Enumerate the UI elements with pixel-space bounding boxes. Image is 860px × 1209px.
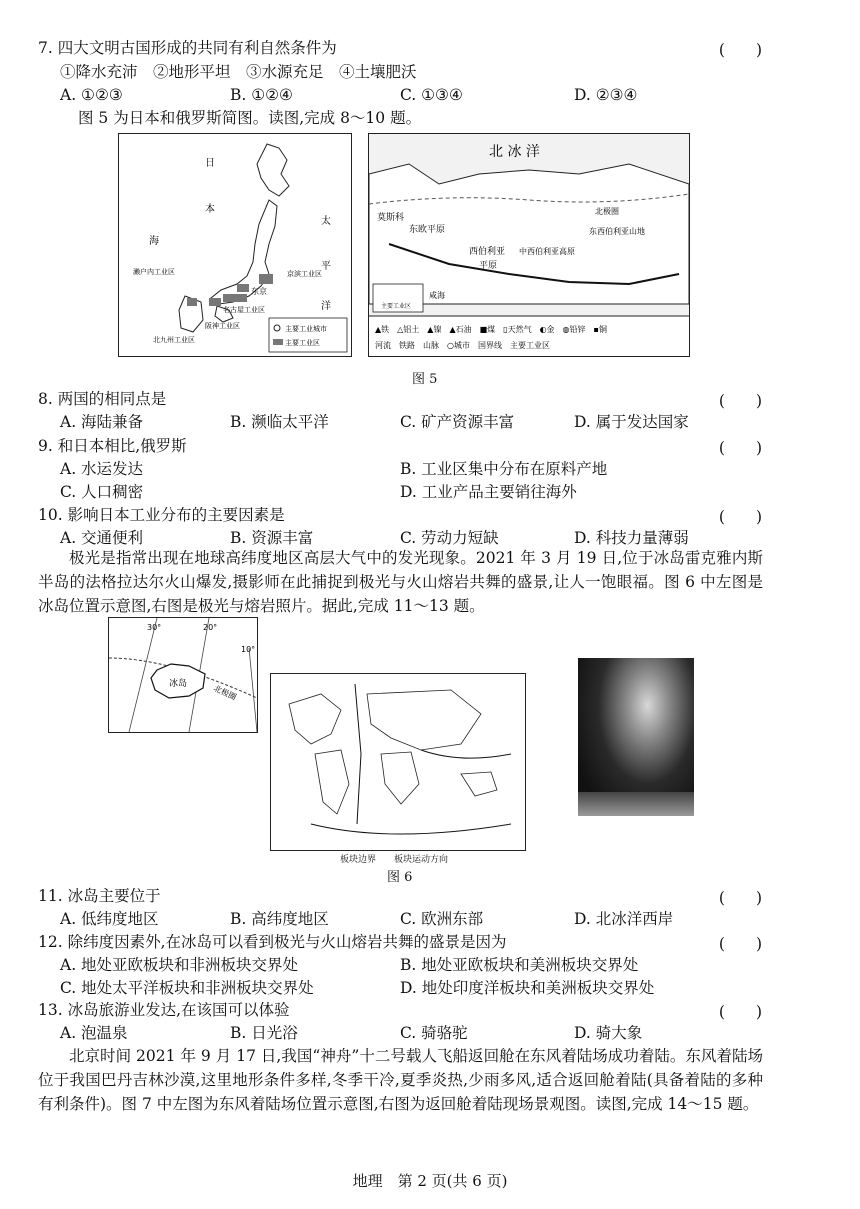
- q11-stem: 11. 冰岛主要位于: [38, 887, 161, 905]
- page-footer: 地理 第 2 页(共 6 页): [352, 1172, 508, 1190]
- q12-stem: 12. 除纬度因素外,在冰岛可以看到极光与火山熔岩共舞的盛景是因为: [38, 933, 507, 951]
- russia-legend-row-1: ▲铁 △铝土 ▲镍 ▲石油 ■煤 ▯天然气 ◐金 ◍铅锌 ▪铜: [375, 325, 607, 334]
- arctic-circle-label-fig6: 北极圈: [212, 683, 238, 702]
- lon-20-label: 20°: [203, 623, 218, 632]
- q8-option-a[interactable]: A. 海陆兼备: [60, 413, 144, 431]
- q7-stem: 7. 四大文明古国形成的共同有利自然条件为: [38, 39, 337, 57]
- q8-option-d[interactable]: D. 属于发达国家: [574, 413, 689, 431]
- q8-option-c[interactable]: C. 矿产资源丰富: [400, 413, 515, 431]
- kitakyushu-label: 北九州工业区: [153, 336, 195, 344]
- plain-label: 平原: [479, 261, 498, 271]
- q12-option-d[interactable]: D. 地处印度洋板块和美洲板块交界处: [400, 979, 655, 997]
- q7-option-c[interactable]: C. ①③④: [400, 86, 463, 104]
- q9-option-d[interactable]: D. 工业产品主要销往海外: [400, 483, 577, 501]
- lava-landscape: [578, 792, 694, 816]
- q12-option-c[interactable]: C. 地处太平洋板块和非洲板块交界处: [60, 979, 314, 997]
- fig6-caption: 图 6: [387, 870, 413, 885]
- legend-industrial-zone: 主要工业区: [285, 339, 320, 347]
- q12-option-b[interactable]: B. 地处亚欧板块和美洲板块交界处: [400, 956, 639, 974]
- arctic-circle-label: 北极圈: [595, 207, 619, 216]
- q9-answer-paren[interactable]: ( ): [718, 439, 762, 457]
- q7-option-b[interactable]: B. ①②④: [230, 86, 293, 104]
- shenzhou-passage: 北京时间 2021 年 9 月 17 日,我国“神舟”十二号载人飞船返回舱在东风着陆场成功着陆。东风着陆场位于我国巴丹吉林沙漠,这里地形条件多样,冬季干冷,夏季炎热,少雨多风,适合返回舱着陆(具备着陆的多种有利条件)。图 7 中左图为东风着陆场位置示意图,右图为返回舱着陆现场景观图。读图,完成 14～15 题。: [38, 1047, 763, 1113]
- q11-option-d[interactable]: D. 北冰洋西岸: [574, 910, 674, 928]
- nagoya-label: 名古屋工业区: [223, 306, 265, 314]
- q7-option-a[interactable]: A. ①②③: [60, 86, 123, 104]
- q11-option-c[interactable]: C. 欧洲东部: [400, 910, 484, 928]
- q11-option-a[interactable]: A. 低纬度地区: [60, 910, 159, 928]
- q12-option-a[interactable]: A. 地处亚欧板块和非洲板块交界处: [60, 956, 299, 974]
- aurora-passage: 极光是指常出现在地球高纬度地区高层大气中的发光现象。2021 年 3 月 19 日,位于冰岛雷克雅内斯半岛的法格拉达尔火山爆发,摄影师在此捕捉到极光与火山熔岩共舞的盛景,让人一饱眼福。图 6 中左图是冰岛位置示意图,右图是极光与熔岩照片。据此,完成 11～13 题。: [38, 549, 763, 615]
- q11-option-b[interactable]: B. 高纬度地区: [230, 910, 329, 928]
- q8-option-b[interactable]: B. 濒临太平洋: [230, 413, 329, 431]
- world-plates-map: [270, 673, 526, 851]
- q13-option-d[interactable]: D. 骑大象: [574, 1024, 643, 1042]
- setouchi-label: 濑户内工业区: [133, 268, 175, 276]
- q10-option-b[interactable]: B. 资源丰富: [230, 529, 314, 547]
- arctic-ocean-label: 北 冰 洋: [489, 144, 540, 160]
- japan-sea-char-3: 海: [149, 236, 159, 247]
- fig5-intro: 图 5 为日本和俄罗斯简图。读图,完成 8～10 题。: [78, 109, 422, 127]
- q9-option-b[interactable]: B. 工业区集中分布在原料产地: [400, 460, 608, 478]
- q10-stem: 10. 影响日本工业分布的主要因素是: [38, 506, 285, 524]
- russia-map: [368, 133, 690, 357]
- q10-option-a[interactable]: A. 交通便利: [60, 529, 144, 547]
- east-european-plain-label: 东欧平原: [409, 225, 446, 235]
- q10-option-c[interactable]: C. 劳动力短缺: [400, 529, 499, 547]
- q7-items: ①降水充沛 ②地形平坦 ③水源充足 ④土壤肥沃: [60, 63, 417, 81]
- q7-option-d[interactable]: D. ②③④: [574, 86, 638, 104]
- keihin-label: 京滨工业区: [287, 270, 322, 278]
- iceland-locator-map: [108, 617, 258, 733]
- hanshin-label: 阪神工业区: [205, 322, 240, 330]
- fig5-caption: 图 5: [412, 372, 438, 387]
- q8-stem: 8. 两国的相同点是: [38, 390, 167, 408]
- pacific-char-2: 平: [321, 261, 331, 272]
- iceland-label: 冰岛: [169, 679, 188, 689]
- lon-30-label: 30°: [147, 623, 162, 632]
- inset-legend-label: 主要工业区: [381, 303, 412, 310]
- west-siberia-label: 西伯利亚: [469, 247, 506, 257]
- fig6-legend: 板块边界 板块运动方向: [340, 855, 449, 865]
- q13-option-b[interactable]: B. 日光浴: [230, 1024, 298, 1042]
- q13-answer-paren[interactable]: ( ): [718, 1003, 762, 1021]
- pacific-char-1: 太: [321, 216, 331, 227]
- east-siberian-mountains-label: 东西伯利亚山地: [589, 227, 645, 236]
- moscow-label: 莫斯科: [377, 213, 405, 223]
- japan-sea-char-2: 本: [205, 204, 215, 215]
- q9-option-a[interactable]: A. 水运发达: [60, 460, 144, 478]
- russia-legend-row-2: 河流 铁路 山脉 ○城市 国界线 主要工业区: [375, 341, 550, 350]
- q12-answer-paren[interactable]: ( ): [718, 935, 762, 953]
- tokyo-label: 东京: [251, 287, 267, 296]
- plate-boundary-south: [311, 824, 511, 834]
- japan-sea-char-1: 日: [205, 158, 215, 169]
- q13-stem: 13. 冰岛旅游业发达,在该国可以体验: [38, 1001, 290, 1019]
- lon-10-label: 10°: [241, 645, 256, 654]
- plate-boundary-atlantic: [355, 684, 361, 824]
- legend-industrial-city: 主要工业城市: [285, 325, 327, 333]
- q9-option-c[interactable]: C. 人口稠密: [60, 483, 144, 501]
- q10-answer-paren[interactable]: ( ): [718, 508, 762, 526]
- q13-option-c[interactable]: C. 骑骆驼: [400, 1024, 468, 1042]
- q11-answer-paren[interactable]: ( ): [718, 889, 762, 907]
- q9-stem: 9. 和日本相比,俄罗斯: [38, 437, 187, 455]
- q8-answer-paren[interactable]: ( ): [718, 392, 762, 410]
- pacific-char-3: 洋: [321, 301, 331, 312]
- continents: [289, 690, 497, 814]
- aurora-photo: [578, 658, 694, 816]
- japan-map: [118, 133, 352, 357]
- plate-boundary-east: [421, 750, 511, 758]
- central-siberian-plateau-label: 中西伯利亚高原: [519, 247, 575, 256]
- aral-sea-label: 咸海: [429, 291, 445, 300]
- q7-answer-paren[interactable]: ( ): [718, 41, 762, 59]
- q10-option-d[interactable]: D. 科技力量薄弱: [574, 529, 689, 547]
- q13-option-a[interactable]: A. 泡温泉: [60, 1024, 128, 1042]
